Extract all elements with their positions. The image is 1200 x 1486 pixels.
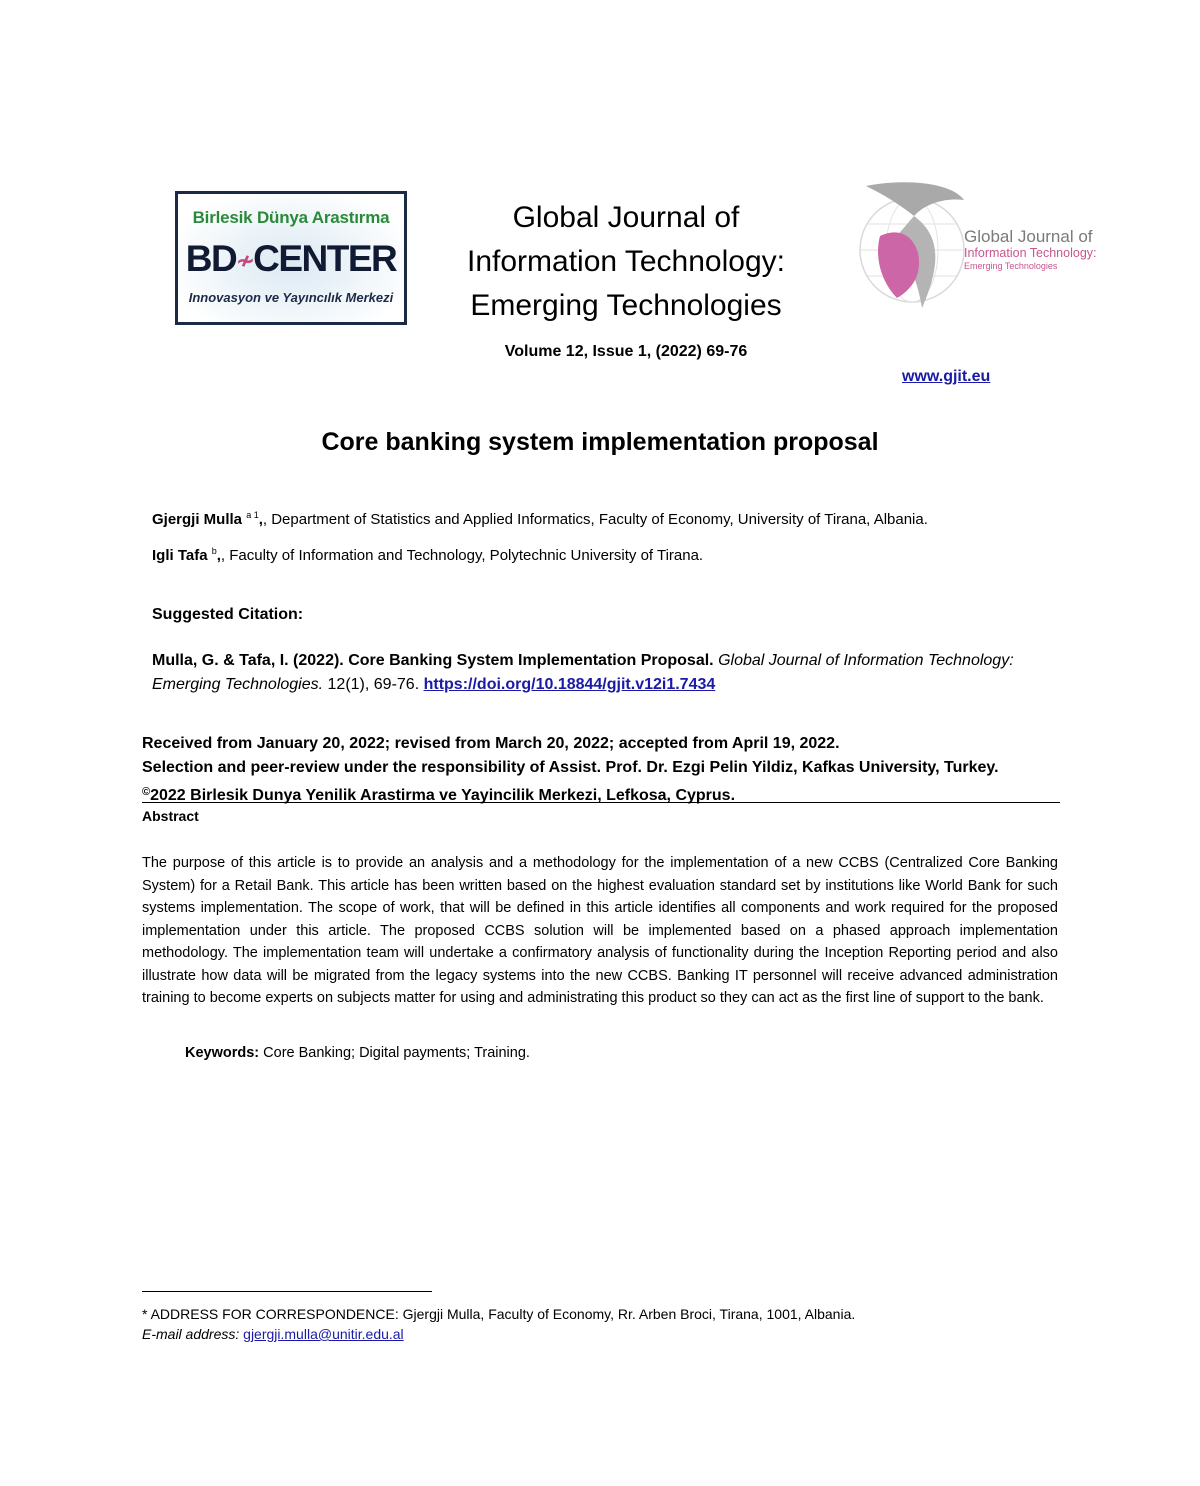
email-line: [142, 1324, 855, 1344]
publisher-logo-line1: Birlesik Dünya Arastırma: [192, 208, 390, 227]
correspondence-address: Gjergji Mulla, Faculty of Economy, Rr. Arben Broci, Tirana, 1001, Albania.: [398, 1306, 856, 1322]
abstract-heading: Abstract: [142, 808, 199, 824]
dolphin-icon: [866, 182, 964, 216]
footnote-marker: *: [142, 1306, 148, 1322]
citation-authors: Mulla, G. & Tafa, I. (2022). Core Banking System Implementation Proposal.: [152, 652, 714, 669]
keywords-list: Core Banking; Digital payments; Training.: [259, 1045, 530, 1061]
journal-url-link[interactable]: www.gjit.eu: [902, 368, 991, 385]
doi-link[interactable]: https://doi.org/10.18844/gjit.v12i1.7434: [423, 676, 716, 693]
author-2: Igli Tafa $^b$,, Faculty of Information and Technology, Polytechnic University of Tirana.: [152, 546, 704, 564]
section-divider: [142, 802, 1060, 803]
author-1-affiliation: , Department of Statistics and Applied Informatics, Faculty of Economy, University of Tirana, Albania.: [262, 511, 928, 528]
journal-logo-line3: Emerging Technologies: [964, 261, 1058, 271]
citation-volume: 12(1), 69-76.: [327, 676, 420, 693]
correspondence-label: ADDRESS FOR CORRESPONDENCE:: [150, 1306, 399, 1322]
correspondence-line: [142, 1304, 855, 1324]
journal-logo-line1: Global Journal of: [964, 227, 1093, 246]
citation: [152, 649, 1032, 697]
keywords-label: Keywords:: [185, 1045, 260, 1061]
abstract-text: The purpose of this article is to provide an analysis and a methodology for the implementation of a new CCBS (Centralized Core Banking System) for a Retail Bank. This article has been written based on the highest evaluation standard set by institutions like World Bank for such systems implementation. The scope of work, that will be defined in this article identifies all components and work required for the proposed implementation under this article. The proposed CCBS solution will be implemented based on a phased approach implementation methodology. The implementation team will undertake a confirmatory analysis of functionality during the Inception Reporting period and also illustrate how data will be migrated from the legacy systems into the new CCBS. Banking IT personnel will receive advanced administration training to become experts on subjects matter for using and administrating this product so they can act as the first line of support to the bank.: [142, 855, 1058, 1006]
publisher-logo-line2: [178, 238, 404, 280]
author-1-sup: a 1: [246, 510, 259, 520]
volume-info: Volume 12, Issue 1, (2022) 69-76: [504, 343, 748, 360]
keywords: [185, 1045, 530, 1061]
author-1: Gjergji Mulla $^{a 1}$,, Department of Statistics and Applied Informatics, Faculty of Economy, University of Tirana, Albania.: [152, 510, 928, 528]
citation-heading: Suggested Citation:: [152, 606, 304, 623]
journal-title-line3: Emerging Technologies: [470, 289, 782, 322]
footnote: [142, 1304, 855, 1344]
journal-title-line1: Global Journal of: [512, 201, 740, 234]
peer-review-note: Selection and peer-review under the responsibility of Assist. Prof. Dr. Ezgi Pelin Yildiz, Kafkas University, Turkey.: [142, 759, 999, 776]
publisher-logo-line3: Innovasyon ve Yayıncılık Merkezi: [188, 290, 394, 305]
publisher-logo: [175, 191, 407, 325]
journal-title-line2: Information Technology:: [467, 245, 785, 278]
journal-logo-text: [964, 228, 1139, 272]
publisher-logo-bd: BD: [185, 238, 237, 279]
copyright-text: 2022 Birlesik Dunya Yenilik Arastirma ve Yayincilik Merkezi, Lefkosa, Cyprus.: [150, 787, 736, 804]
author-2-affiliation: , Faculty of Information and Technology, Polytechnic University of Tirana.: [220, 547, 704, 564]
citation-journal: Global Journal of Information Technology: Emerging Technologies.: [152, 652, 1014, 693]
swirl-icon: ≁: [236, 248, 254, 274]
email-label: E-mail address:: [142, 1326, 240, 1342]
email-link[interactable]: gjergji.mulla@unitir.edu.al: [243, 1326, 404, 1342]
copyright-line: [142, 780, 1072, 808]
copyright-icon: ©: [142, 786, 151, 798]
footnote-divider: [142, 1291, 432, 1292]
author-1-name: Gjergji Mulla: [152, 511, 243, 528]
publication-history: [142, 732, 1072, 808]
journal-logo-line2: Information Technology:: [964, 246, 1097, 260]
paper-title: Core banking system implementation proposal: [321, 428, 879, 456]
received-dates: Received from January 20, 2022; revised from March 20, 2022; accepted from April 19, 2022.: [142, 735, 840, 752]
author-2-name: Igli Tafa: [152, 547, 208, 564]
author-2-sup: b: [211, 546, 217, 556]
journal-title: [420, 196, 832, 328]
publisher-logo-center: CENTER: [253, 238, 397, 279]
